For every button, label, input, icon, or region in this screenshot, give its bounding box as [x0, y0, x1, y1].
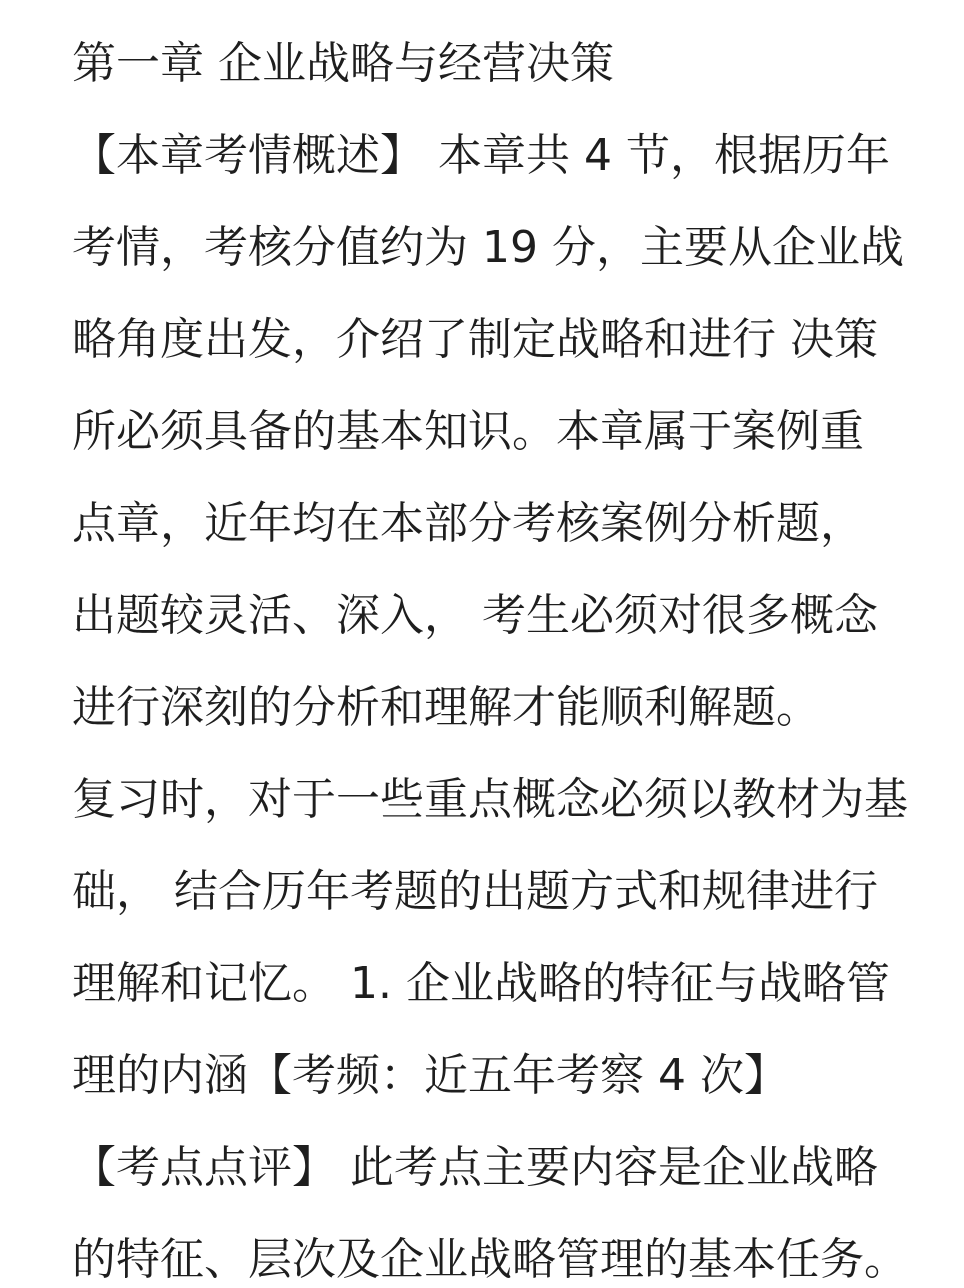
chapter-title: 第一章 企业战略与经营决策 [72, 38, 614, 89]
text-line: 理的内涵【考频：近五年考察 4 次】 [72, 1050, 788, 1101]
text-line: 【本章考情概述】 本章共 4 节，根据历年 [72, 130, 890, 181]
text-line: 略角度出发，介绍了制定战略和进行 决策 [72, 314, 878, 365]
text-line: 出题较灵活、深入， 考生必须对很多概念 [72, 590, 878, 641]
text-line: 进行深刻的分析和理解才能顺利解题。 [72, 682, 820, 733]
text-line: 考情，考核分值约为 19 分，主要从企业战 [72, 222, 904, 273]
text-line: 【考点点评】 此考点主要内容是企业战略 [72, 1142, 878, 1193]
text-line: 点章，近年均在本部分考核案例分析题， [72, 498, 864, 549]
text-line: 础， 结合历年考题的出题方式和规律进行 [72, 866, 878, 917]
text-line: 复习时，对于一些重点概念必须以教材为基 [72, 774, 908, 825]
text-line: 所必须具备的基本知识。本章属于案例重 [72, 406, 864, 457]
text-line: 理解和记忆。 1. 企业战略的特征与战略管 [72, 958, 890, 1009]
text-line: 的特征、层次及企业战略管理的基本任务。 [72, 1234, 908, 1285]
